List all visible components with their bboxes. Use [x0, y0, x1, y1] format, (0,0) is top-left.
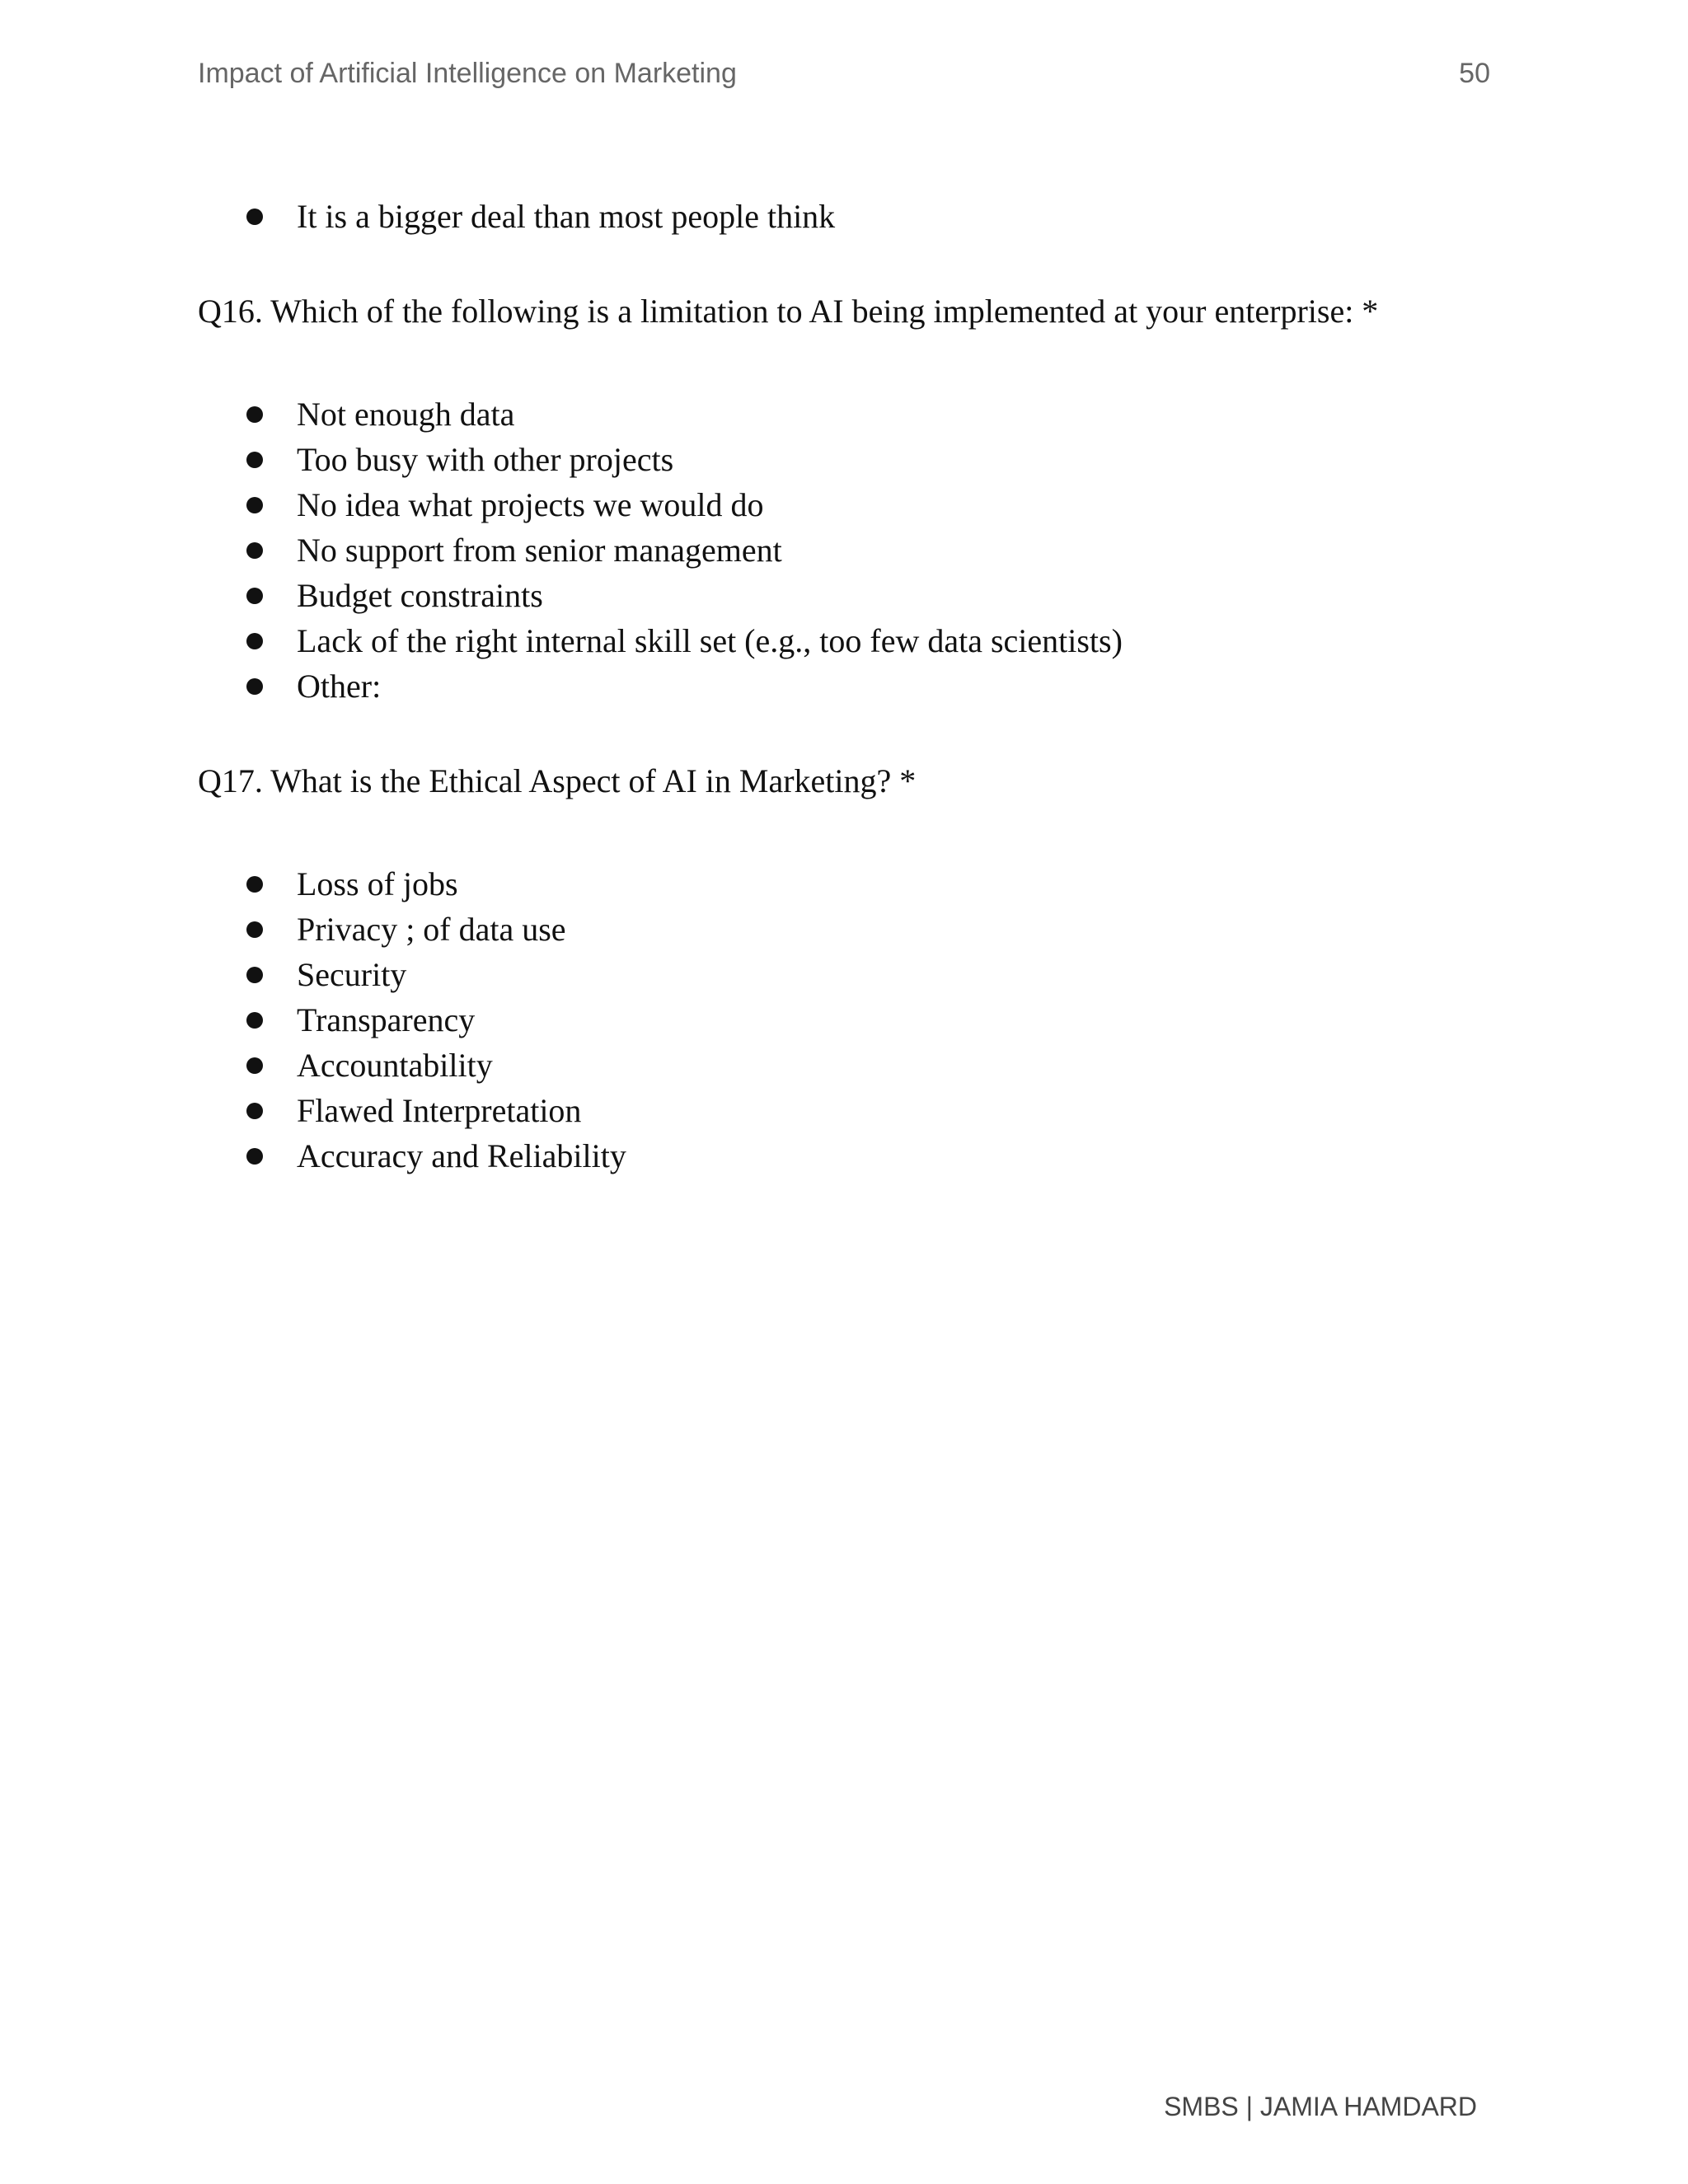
list-item-text: Transparency	[297, 1001, 476, 1038]
question-q17: Q17. What is the Ethical Aspect of AI in Marketing? *	[198, 762, 917, 799]
header-title: Impact of Artificial Intelligence on Marketing	[198, 58, 737, 89]
list-item-text: Other:	[297, 668, 382, 705]
bullet-icon	[246, 1103, 263, 1119]
list-item-text: Too busy with other projects	[297, 441, 674, 478]
list-item	[198, 861, 1533, 907]
list-item-text: Security	[297, 956, 407, 993]
list-item	[198, 1088, 1533, 1133]
bullet-icon	[246, 542, 263, 559]
list-item-text: Not enough data	[297, 396, 515, 433]
list-item	[198, 1133, 1533, 1179]
bullet-icon	[246, 406, 263, 423]
bullet-icon	[246, 1057, 263, 1074]
page-header	[198, 58, 1490, 99]
bullet-icon	[246, 1148, 263, 1165]
bullet-icon	[246, 967, 263, 983]
list-item-text: Privacy ; of data use	[297, 911, 566, 948]
list-item	[198, 952, 1533, 997]
page-footer: SMBS | JAMIA HAMDARD	[1164, 2092, 1477, 2121]
list-item-text: No support from senior management	[297, 532, 782, 569]
list-item	[198, 527, 1533, 573]
list-item	[198, 663, 1533, 709]
bullet-icon	[246, 921, 263, 938]
list-item-text: Accountability	[297, 1047, 493, 1084]
list-item	[198, 618, 1533, 663]
bullet-icon	[246, 588, 263, 604]
list-item	[198, 997, 1533, 1043]
list-item	[198, 907, 1533, 952]
list-item-text: Loss of jobs	[297, 865, 458, 902]
bullet-icon	[246, 1012, 263, 1029]
list-item	[198, 391, 1533, 437]
list-item-text: It is a bigger deal than most people think	[297, 198, 836, 235]
bullet-icon	[246, 633, 263, 649]
bullet-icon	[246, 452, 263, 468]
list-item	[198, 482, 1533, 527]
list-item-text: Flawed Interpretation	[297, 1092, 582, 1129]
q16-options-list	[198, 391, 1533, 709]
bullet-icon	[246, 209, 263, 225]
bullet-icon	[246, 876, 263, 893]
q17-options-list	[198, 861, 1533, 1179]
list-item	[198, 573, 1533, 618]
list-item	[198, 194, 1533, 239]
list-item-text: Budget constraints	[297, 577, 543, 614]
list-item	[198, 437, 1533, 482]
list-item-text: No idea what projects we would do	[297, 486, 764, 523]
list-item-text: Accuracy and Reliability	[297, 1137, 626, 1174]
carryover-list	[198, 194, 1533, 239]
bullet-icon	[246, 678, 263, 695]
question-q16: Q16. Which of the following is a limitation to AI being implemented at your enterprise: *	[198, 293, 1379, 330]
page-number: 50	[1459, 58, 1490, 89]
document-body	[198, 194, 1533, 1179]
list-item-text: Lack of the right internal skill set (e.g., too few data scientists)	[297, 622, 1123, 659]
list-item	[198, 1043, 1533, 1088]
bullet-icon	[246, 497, 263, 513]
